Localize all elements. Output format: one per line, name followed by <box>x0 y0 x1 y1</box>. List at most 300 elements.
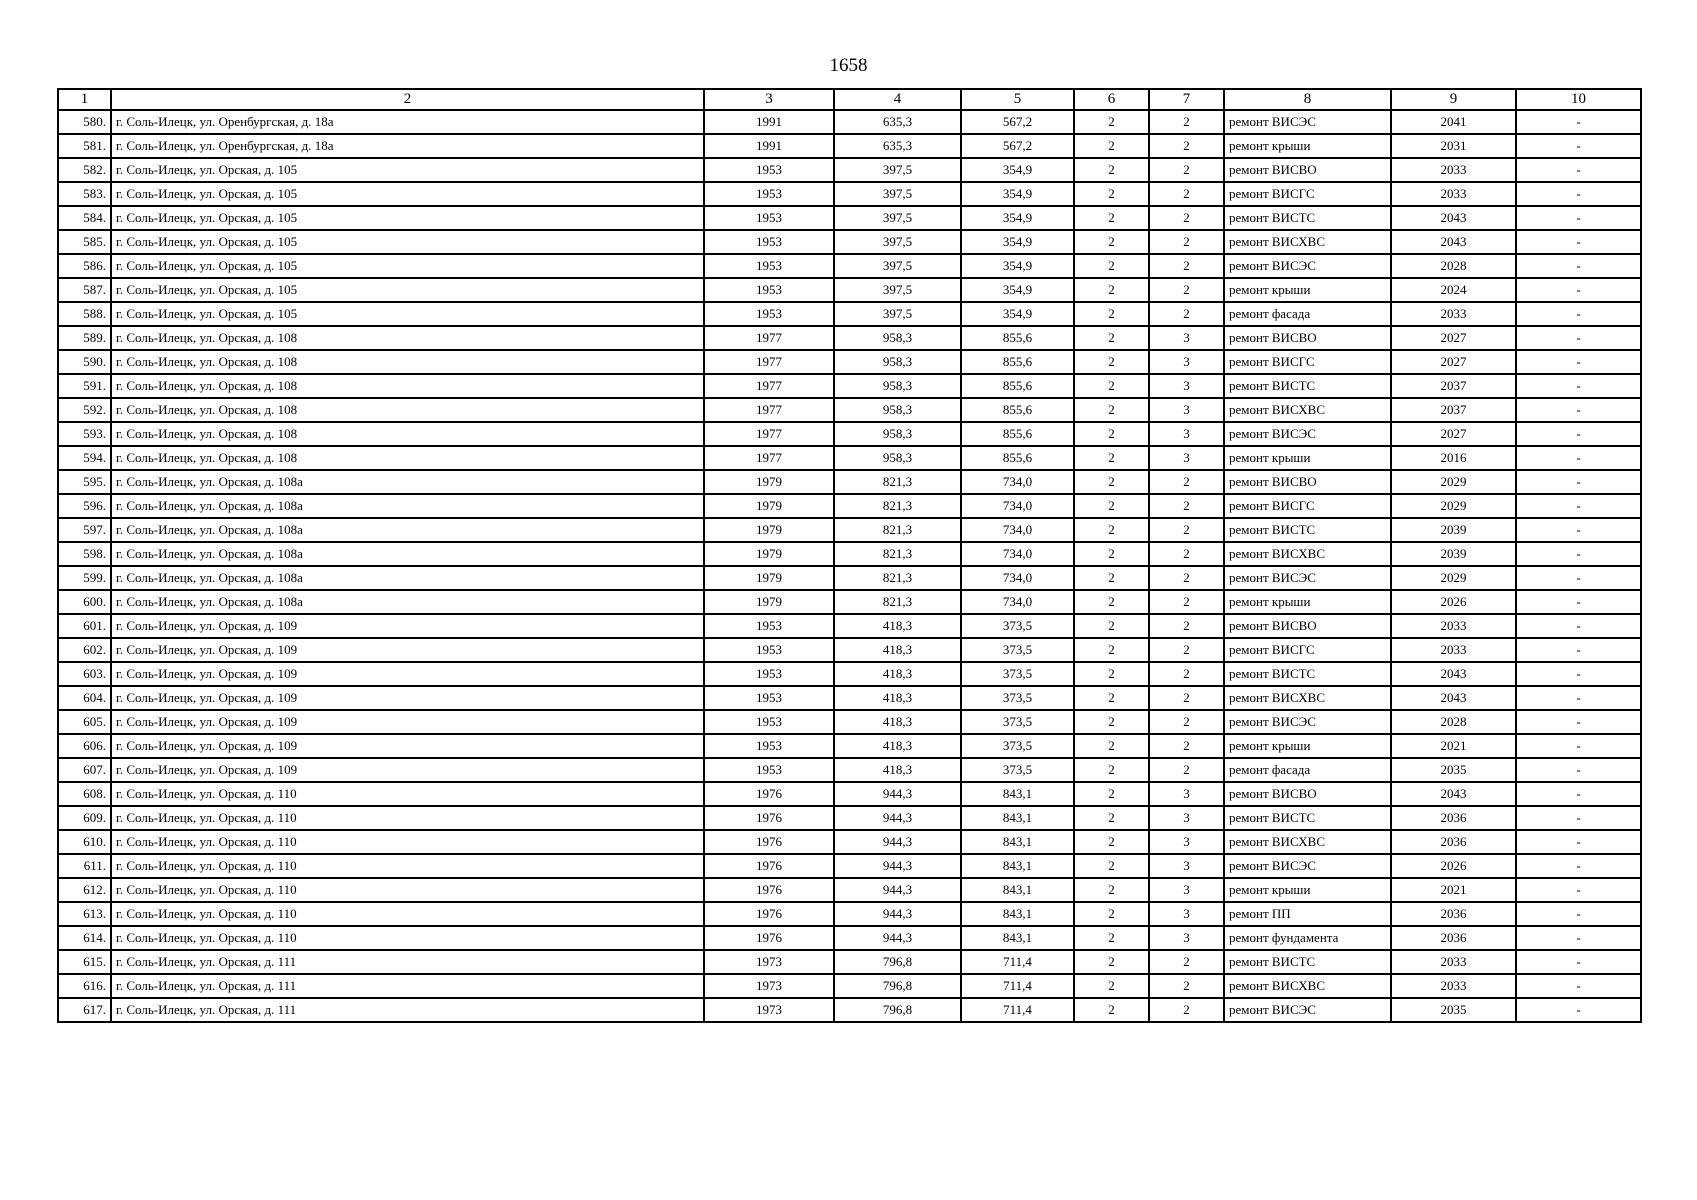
entrances-cell: 3 <box>1149 374 1224 398</box>
living-area-cell: 734,0 <box>961 542 1074 566</box>
total-area-cell: 418,3 <box>834 662 961 686</box>
table-row <box>58 110 1641 134</box>
address-cell: г. Соль-Илецк, ул. Оренбургская, д. 18а <box>111 134 704 158</box>
entrances-cell: 2 <box>1149 254 1224 278</box>
year-built-cell: 1953 <box>704 254 834 278</box>
living-area-cell: 734,0 <box>961 590 1074 614</box>
work-type-cell: ремонт крыши <box>1224 878 1391 902</box>
row-number-cell: 607. <box>58 758 111 782</box>
table-row <box>58 206 1641 230</box>
planned-year-cell: 2028 <box>1391 710 1516 734</box>
work-type-cell: ремонт ВИСЭС <box>1224 710 1391 734</box>
note-cell: - <box>1516 638 1641 662</box>
row-number-cell: 591. <box>58 374 111 398</box>
row-number-cell: 602. <box>58 638 111 662</box>
entrances-cell: 2 <box>1149 662 1224 686</box>
entrances-cell: 2 <box>1149 638 1224 662</box>
table-row <box>58 566 1641 590</box>
floors-cell: 2 <box>1074 590 1149 614</box>
row-number-cell: 611. <box>58 854 111 878</box>
table-header-row <box>58 89 1641 110</box>
work-type-cell: ремонт фасада <box>1224 302 1391 326</box>
total-area-cell: 418,3 <box>834 686 961 710</box>
column-header: 6 <box>1074 89 1149 110</box>
year-built-cell: 1976 <box>704 878 834 902</box>
note-cell: - <box>1516 974 1641 998</box>
floors-cell: 2 <box>1074 134 1149 158</box>
floors-cell: 2 <box>1074 350 1149 374</box>
planned-year-cell: 2024 <box>1391 278 1516 302</box>
planned-year-cell: 2027 <box>1391 422 1516 446</box>
year-built-cell: 1976 <box>704 806 834 830</box>
table-row <box>58 134 1641 158</box>
table-row <box>58 686 1641 710</box>
planned-year-cell: 2041 <box>1391 110 1516 134</box>
table-row <box>58 998 1641 1022</box>
work-type-cell: ремонт ВИСВО <box>1224 614 1391 638</box>
year-built-cell: 1976 <box>704 854 834 878</box>
note-cell: - <box>1516 518 1641 542</box>
planned-year-cell: 2033 <box>1391 182 1516 206</box>
planned-year-cell: 2026 <box>1391 854 1516 878</box>
entrances-cell: 2 <box>1149 278 1224 302</box>
table-row <box>58 806 1641 830</box>
work-type-cell: ремонт ВИСВО <box>1224 158 1391 182</box>
work-type-cell: ремонт ВИСТС <box>1224 950 1391 974</box>
living-area-cell: 567,2 <box>961 134 1074 158</box>
total-area-cell: 958,3 <box>834 398 961 422</box>
work-type-cell: ремонт ВИСЭС <box>1224 998 1391 1022</box>
entrances-cell: 2 <box>1149 590 1224 614</box>
column-header: 4 <box>834 89 961 110</box>
floors-cell: 2 <box>1074 206 1149 230</box>
note-cell: - <box>1516 854 1641 878</box>
table-row <box>58 758 1641 782</box>
note-cell: - <box>1516 662 1641 686</box>
year-built-cell: 1976 <box>704 830 834 854</box>
work-type-cell: ремонт ВИСХВС <box>1224 542 1391 566</box>
table-row <box>58 398 1641 422</box>
row-number-cell: 610. <box>58 830 111 854</box>
year-built-cell: 1977 <box>704 326 834 350</box>
planned-year-cell: 2033 <box>1391 614 1516 638</box>
work-type-cell: ремонт ВИСГС <box>1224 638 1391 662</box>
table-row <box>58 350 1641 374</box>
entrances-cell: 3 <box>1149 926 1224 950</box>
living-area-cell: 734,0 <box>961 566 1074 590</box>
entrances-cell: 2 <box>1149 206 1224 230</box>
table-row <box>58 518 1641 542</box>
work-type-cell: ремонт ВИСЭС <box>1224 110 1391 134</box>
floors-cell: 2 <box>1074 374 1149 398</box>
address-cell: г. Соль-Илецк, ул. Орская, д. 105 <box>111 278 704 302</box>
year-built-cell: 1976 <box>704 926 834 950</box>
total-area-cell: 821,3 <box>834 542 961 566</box>
total-area-cell: 821,3 <box>834 494 961 518</box>
note-cell: - <box>1516 566 1641 590</box>
entrances-cell: 2 <box>1149 614 1224 638</box>
entrances-cell: 3 <box>1149 422 1224 446</box>
entrances-cell: 2 <box>1149 998 1224 1022</box>
note-cell: - <box>1516 734 1641 758</box>
table-row <box>58 734 1641 758</box>
floors-cell: 2 <box>1074 926 1149 950</box>
note-cell: - <box>1516 158 1641 182</box>
planned-year-cell: 2021 <box>1391 878 1516 902</box>
column-header: 9 <box>1391 89 1516 110</box>
work-type-cell: ремонт ВИСВО <box>1224 782 1391 806</box>
year-built-cell: 1973 <box>704 974 834 998</box>
row-number-cell: 592. <box>58 398 111 422</box>
floors-cell: 2 <box>1074 734 1149 758</box>
planned-year-cell: 2021 <box>1391 734 1516 758</box>
row-number-cell: 589. <box>58 326 111 350</box>
floors-cell: 2 <box>1074 710 1149 734</box>
planned-year-cell: 2037 <box>1391 374 1516 398</box>
table-row <box>58 854 1641 878</box>
total-area-cell: 397,5 <box>834 278 961 302</box>
address-cell: г. Соль-Илецк, ул. Орская, д. 108а <box>111 542 704 566</box>
floors-cell: 2 <box>1074 974 1149 998</box>
floors-cell: 2 <box>1074 662 1149 686</box>
note-cell: - <box>1516 902 1641 926</box>
total-area-cell: 635,3 <box>834 134 961 158</box>
note-cell: - <box>1516 350 1641 374</box>
column-header: 2 <box>111 89 704 110</box>
address-cell: г. Соль-Илецк, ул. Орская, д. 108а <box>111 566 704 590</box>
row-number-cell: 614. <box>58 926 111 950</box>
living-area-cell: 843,1 <box>961 830 1074 854</box>
total-area-cell: 944,3 <box>834 806 961 830</box>
note-cell: - <box>1516 494 1641 518</box>
address-cell: г. Соль-Илецк, ул. Орская, д. 111 <box>111 950 704 974</box>
year-built-cell: 1953 <box>704 734 834 758</box>
note-cell: - <box>1516 134 1641 158</box>
floors-cell: 2 <box>1074 182 1149 206</box>
floors-cell: 2 <box>1074 518 1149 542</box>
address-cell: г. Соль-Илецк, ул. Орская, д. 105 <box>111 206 704 230</box>
year-built-cell: 1979 <box>704 518 834 542</box>
entrances-cell: 2 <box>1149 974 1224 998</box>
planned-year-cell: 2035 <box>1391 758 1516 782</box>
year-built-cell: 1991 <box>704 110 834 134</box>
address-cell: г. Соль-Илецк, ул. Орская, д. 105 <box>111 158 704 182</box>
row-number-cell: 615. <box>58 950 111 974</box>
year-built-cell: 1977 <box>704 446 834 470</box>
planned-year-cell: 2029 <box>1391 470 1516 494</box>
total-area-cell: 796,8 <box>834 950 961 974</box>
table-row <box>58 662 1641 686</box>
row-number-cell: 588. <box>58 302 111 326</box>
entrances-cell: 3 <box>1149 878 1224 902</box>
year-built-cell: 1991 <box>704 134 834 158</box>
note-cell: - <box>1516 614 1641 638</box>
total-area-cell: 944,3 <box>834 782 961 806</box>
table-row <box>58 782 1641 806</box>
planned-year-cell: 2043 <box>1391 782 1516 806</box>
note-cell: - <box>1516 374 1641 398</box>
row-number-cell: 583. <box>58 182 111 206</box>
living-area-cell: 567,2 <box>961 110 1074 134</box>
address-cell: г. Соль-Илецк, ул. Орская, д. 105 <box>111 302 704 326</box>
living-area-cell: 354,9 <box>961 230 1074 254</box>
table-row <box>58 926 1641 950</box>
work-type-cell: ремонт ВИСТС <box>1224 206 1391 230</box>
total-area-cell: 397,5 <box>834 230 961 254</box>
address-cell: г. Соль-Илецк, ул. Орская, д. 109 <box>111 734 704 758</box>
living-area-cell: 354,9 <box>961 158 1074 182</box>
row-number-cell: 609. <box>58 806 111 830</box>
row-number-cell: 617. <box>58 998 111 1022</box>
entrances-cell: 3 <box>1149 902 1224 926</box>
planned-year-cell: 2033 <box>1391 638 1516 662</box>
planned-year-cell: 2036 <box>1391 830 1516 854</box>
work-type-cell: ремонт крыши <box>1224 134 1391 158</box>
note-cell: - <box>1516 806 1641 830</box>
work-type-cell: ремонт ВИСГС <box>1224 350 1391 374</box>
address-cell: г. Соль-Илецк, ул. Орская, д. 109 <box>111 614 704 638</box>
living-area-cell: 843,1 <box>961 878 1074 902</box>
address-cell: г. Соль-Илецк, ул. Орская, д. 110 <box>111 854 704 878</box>
work-type-cell: ремонт ВИСТС <box>1224 806 1391 830</box>
planned-year-cell: 2027 <box>1391 326 1516 350</box>
address-cell: г. Соль-Илецк, ул. Орская, д. 105 <box>111 230 704 254</box>
work-type-cell: ремонт ВИСЭС <box>1224 854 1391 878</box>
entrances-cell: 3 <box>1149 830 1224 854</box>
note-cell: - <box>1516 998 1641 1022</box>
floors-cell: 2 <box>1074 230 1149 254</box>
note-cell: - <box>1516 446 1641 470</box>
planned-year-cell: 2016 <box>1391 446 1516 470</box>
note-cell: - <box>1516 950 1641 974</box>
total-area-cell: 821,3 <box>834 470 961 494</box>
total-area-cell: 418,3 <box>834 638 961 662</box>
row-number-cell: 582. <box>58 158 111 182</box>
total-area-cell: 944,3 <box>834 926 961 950</box>
work-type-cell: ремонт ВИСГС <box>1224 182 1391 206</box>
work-type-cell: ремонт ВИСХВС <box>1224 686 1391 710</box>
address-cell: г. Соль-Илецк, ул. Орская, д. 110 <box>111 878 704 902</box>
living-area-cell: 843,1 <box>961 806 1074 830</box>
planned-year-cell: 2033 <box>1391 158 1516 182</box>
address-cell: г. Соль-Илецк, ул. Орская, д. 110 <box>111 782 704 806</box>
row-number-cell: 603. <box>58 662 111 686</box>
year-built-cell: 1953 <box>704 662 834 686</box>
table-row <box>58 974 1641 998</box>
table-row <box>58 374 1641 398</box>
entrances-cell: 2 <box>1149 566 1224 590</box>
row-number-cell: 590. <box>58 350 111 374</box>
address-cell: г. Соль-Илецк, ул. Орская, д. 109 <box>111 758 704 782</box>
entrances-cell: 3 <box>1149 326 1224 350</box>
row-number-cell: 604. <box>58 686 111 710</box>
floors-cell: 2 <box>1074 278 1149 302</box>
work-type-cell: ремонт ВИСТС <box>1224 374 1391 398</box>
floors-cell: 2 <box>1074 830 1149 854</box>
row-number-cell: 596. <box>58 494 111 518</box>
note-cell: - <box>1516 758 1641 782</box>
work-type-cell: ремонт ВИСХВС <box>1224 830 1391 854</box>
floors-cell: 2 <box>1074 854 1149 878</box>
total-area-cell: 397,5 <box>834 158 961 182</box>
living-area-cell: 373,5 <box>961 686 1074 710</box>
planned-year-cell: 2036 <box>1391 926 1516 950</box>
row-number-cell: 605. <box>58 710 111 734</box>
year-built-cell: 1953 <box>704 302 834 326</box>
work-type-cell: ремонт ВИСЭС <box>1224 254 1391 278</box>
living-area-cell: 373,5 <box>961 734 1074 758</box>
note-cell: - <box>1516 782 1641 806</box>
note-cell: - <box>1516 590 1641 614</box>
entrances-cell: 2 <box>1149 758 1224 782</box>
total-area-cell: 397,5 <box>834 182 961 206</box>
living-area-cell: 855,6 <box>961 374 1074 398</box>
row-number-cell: 598. <box>58 542 111 566</box>
living-area-cell: 354,9 <box>961 254 1074 278</box>
table-row <box>58 638 1641 662</box>
work-type-cell: ремонт ВИСВО <box>1224 470 1391 494</box>
row-number-cell: 612. <box>58 878 111 902</box>
planned-year-cell: 2035 <box>1391 998 1516 1022</box>
living-area-cell: 373,5 <box>961 758 1074 782</box>
column-header: 8 <box>1224 89 1391 110</box>
note-cell: - <box>1516 326 1641 350</box>
floors-cell: 2 <box>1074 110 1149 134</box>
row-number-cell: 584. <box>58 206 111 230</box>
floors-cell: 2 <box>1074 158 1149 182</box>
note-cell: - <box>1516 710 1641 734</box>
total-area-cell: 958,3 <box>834 422 961 446</box>
entrances-cell: 2 <box>1149 470 1224 494</box>
address-cell: г. Соль-Илецк, ул. Орская, д. 111 <box>111 998 704 1022</box>
total-area-cell: 418,3 <box>834 734 961 758</box>
address-cell: г. Соль-Илецк, ул. Орская, д. 108 <box>111 446 704 470</box>
table-row <box>58 446 1641 470</box>
row-number-cell: 585. <box>58 230 111 254</box>
total-area-cell: 958,3 <box>834 374 961 398</box>
floors-cell: 2 <box>1074 254 1149 278</box>
living-area-cell: 843,1 <box>961 926 1074 950</box>
total-area-cell: 958,3 <box>834 446 961 470</box>
year-built-cell: 1953 <box>704 230 834 254</box>
address-cell: г. Соль-Илецк, ул. Орская, д. 110 <box>111 806 704 830</box>
table-row <box>58 542 1641 566</box>
living-area-cell: 711,4 <box>961 998 1074 1022</box>
row-number-cell: 587. <box>58 278 111 302</box>
year-built-cell: 1977 <box>704 350 834 374</box>
living-area-cell: 354,9 <box>961 182 1074 206</box>
total-area-cell: 944,3 <box>834 902 961 926</box>
table-row <box>58 950 1641 974</box>
note-cell: - <box>1516 278 1641 302</box>
note-cell: - <box>1516 926 1641 950</box>
row-number-cell: 608. <box>58 782 111 806</box>
page-number: 1658 <box>829 55 868 76</box>
living-area-cell: 373,5 <box>961 614 1074 638</box>
table-row <box>58 158 1641 182</box>
entrances-cell: 2 <box>1149 182 1224 206</box>
living-area-cell: 373,5 <box>961 662 1074 686</box>
living-area-cell: 354,9 <box>961 278 1074 302</box>
year-built-cell: 1953 <box>704 758 834 782</box>
entrances-cell: 2 <box>1149 230 1224 254</box>
table-row <box>58 230 1641 254</box>
note-cell: - <box>1516 398 1641 422</box>
planned-year-cell: 2028 <box>1391 254 1516 278</box>
planned-year-cell: 2043 <box>1391 206 1516 230</box>
year-built-cell: 1979 <box>704 542 834 566</box>
entrances-cell: 2 <box>1149 110 1224 134</box>
table-body <box>58 110 1641 1022</box>
planned-year-cell: 2029 <box>1391 566 1516 590</box>
address-cell: г. Соль-Илецк, ул. Орская, д. 108а <box>111 518 704 542</box>
row-number-cell: 586. <box>58 254 111 278</box>
entrances-cell: 2 <box>1149 710 1224 734</box>
note-cell: - <box>1516 542 1641 566</box>
row-number-cell: 616. <box>58 974 111 998</box>
column-header: 5 <box>961 89 1074 110</box>
note-cell: - <box>1516 182 1641 206</box>
planned-year-cell: 2036 <box>1391 902 1516 926</box>
planned-year-cell: 2037 <box>1391 398 1516 422</box>
living-area-cell: 354,9 <box>961 206 1074 230</box>
entrances-cell: 3 <box>1149 350 1224 374</box>
row-number-cell: 580. <box>58 110 111 134</box>
work-type-cell: ремонт ВИСТС <box>1224 662 1391 686</box>
column-header: 1 <box>58 89 111 110</box>
note-cell: - <box>1516 206 1641 230</box>
address-cell: г. Соль-Илецк, ул. Орская, д. 108а <box>111 470 704 494</box>
living-area-cell: 855,6 <box>961 446 1074 470</box>
floors-cell: 2 <box>1074 326 1149 350</box>
entrances-cell: 2 <box>1149 494 1224 518</box>
table-row <box>58 470 1641 494</box>
planned-year-cell: 2039 <box>1391 542 1516 566</box>
year-built-cell: 1953 <box>704 710 834 734</box>
work-type-cell: ремонт крыши <box>1224 278 1391 302</box>
column-header: 10 <box>1516 89 1641 110</box>
floors-cell: 2 <box>1074 398 1149 422</box>
address-cell: г. Соль-Илецк, ул. Орская, д. 109 <box>111 638 704 662</box>
work-type-cell: ремонт фундамента <box>1224 926 1391 950</box>
table-row <box>58 422 1641 446</box>
total-area-cell: 958,3 <box>834 350 961 374</box>
work-type-cell: ремонт ВИСХВС <box>1224 230 1391 254</box>
row-number-cell: 597. <box>58 518 111 542</box>
living-area-cell: 843,1 <box>961 902 1074 926</box>
year-built-cell: 1976 <box>704 902 834 926</box>
address-cell: г. Соль-Илецк, ул. Орская, д. 108 <box>111 374 704 398</box>
living-area-cell: 711,4 <box>961 974 1074 998</box>
total-area-cell: 635,3 <box>834 110 961 134</box>
living-area-cell: 855,6 <box>961 398 1074 422</box>
work-type-cell: ремонт крыши <box>1224 734 1391 758</box>
floors-cell: 2 <box>1074 686 1149 710</box>
table-row <box>58 710 1641 734</box>
address-cell: г. Соль-Илецк, ул. Орская, д. 110 <box>111 926 704 950</box>
total-area-cell: 821,3 <box>834 590 961 614</box>
living-area-cell: 855,6 <box>961 350 1074 374</box>
planned-year-cell: 2033 <box>1391 974 1516 998</box>
living-area-cell: 354,9 <box>961 302 1074 326</box>
floors-cell: 2 <box>1074 758 1149 782</box>
floors-cell: 2 <box>1074 878 1149 902</box>
address-cell: г. Соль-Илецк, ул. Орская, д. 108 <box>111 422 704 446</box>
year-built-cell: 1973 <box>704 998 834 1022</box>
total-area-cell: 958,3 <box>834 326 961 350</box>
planned-year-cell: 2029 <box>1391 494 1516 518</box>
work-type-cell: ремонт ВИСЭС <box>1224 566 1391 590</box>
